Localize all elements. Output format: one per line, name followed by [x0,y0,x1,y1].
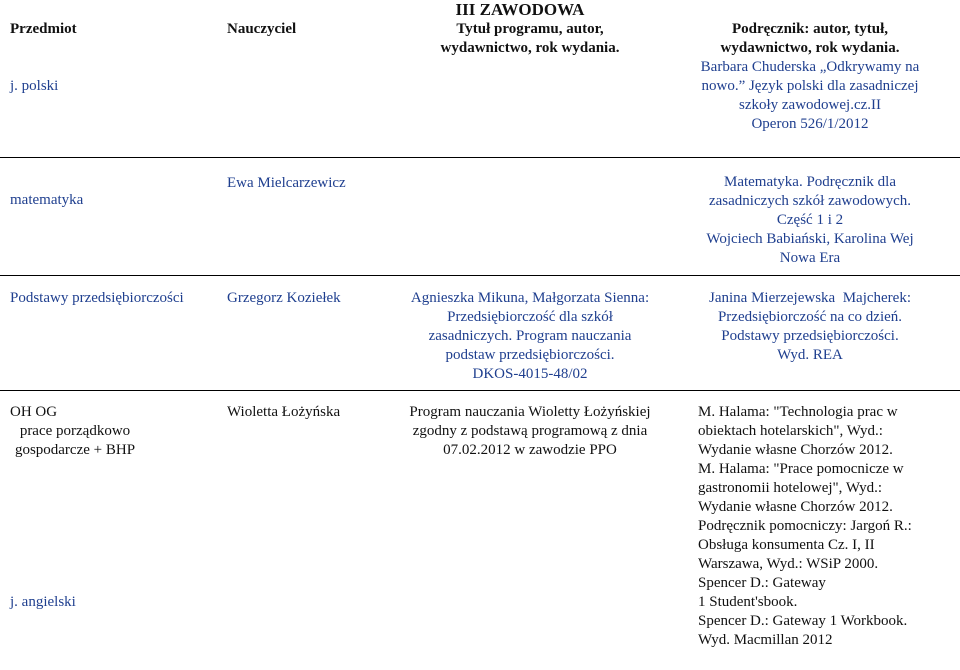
header-subject: Przedmiot [10,21,77,37]
row-4-textbook-line-1: M. Halama: "Technologia prac w [698,404,898,420]
row-3-textbook-line-1: Janina Mierzejewska Majcherek: [709,290,911,306]
row-2-subject: matematyka [10,192,84,208]
row-3-program-line-2: Przedsiębiorczość dla szkół [447,309,613,325]
row-3-program-line-5: DKOS-4015-48/02 [472,366,588,382]
row-3-textbook-line-3: Podstawy przedsiębiorczości. [721,328,899,344]
row-4-subject-line-3: gospodarcze + BHP [14,442,136,458]
row-1-subject: j. polski [10,78,59,94]
row-1-textbook-line-1: Barbara Chuderska „Odkrywamy na [700,59,920,75]
row-5-textbook-line-4: Wyd. Macmillan 2012 [698,632,833,648]
row-1-textbook-line-3: szkoły zawodowej.cz.II [738,97,882,113]
row-4-program-line-2: zgodny z podstawą programową z dnia [412,423,648,439]
row-3-textbook-line-4: Wyd. REA [777,347,843,363]
row-3-textbook-line-2: Przedsiębiorczość na co dzień. [717,309,903,325]
row-4-program-line-1: Program nauczania Wioletty Łożyńskiej [409,404,651,420]
row-2-textbook-line-2: zasadniczych szkół zawodowych. [708,193,911,209]
row-5-textbook-line-3: Spencer D.: Gateway 1 Workbook. [698,613,908,629]
row-4-subject-line-2: prace porządkowo [19,423,131,439]
row-3-program-line-1: Agnieszka Mikuna, Małgorzata Sienna: [410,290,650,306]
row-4-textbook-line-3: Wydanie własne Chorzów 2012. [698,442,893,458]
row-2-textbook-line-5: Nowa Era [779,250,841,266]
row-2-textbook-line-1: Matematyka. Podręcznik dla [723,174,897,190]
row-3-subject: Podstawy przedsiębiorczości [10,290,184,306]
row-1-textbook-line-4: Operon 526/1/2012 [751,116,869,132]
row-divider [0,275,960,276]
row-4-textbook-line-6: Wydanie własne Chorzów 2012. [698,499,893,515]
row-4-textbook-line-4: M. Halama: "Prace pomocnicze w [698,461,904,477]
row-2-textbook-line-4: Wojciech Babiański, Karolina Wej [706,231,914,247]
header-program-line-1: Tytuł programu, autor, [456,21,604,37]
row-5-textbook-line-1: Spencer D.: Gateway [698,575,826,591]
row-2-textbook-line-3: Część 1 i 2 [776,212,844,228]
row-4-textbook-line-2: obiektach hotelarskich", Wyd.: [698,423,883,439]
header-textbook-line-2: wydawnictwo, rok wydania. [720,40,900,56]
row-4-teacher: Wioletta Łożyńska [227,404,341,420]
row-3-program-line-4: podstaw przedsiębiorczości. [445,347,615,363]
page-title: III ZAWODOWA [455,0,585,19]
row-divider [0,390,960,391]
row-5-subject: j. angielski [10,594,76,610]
row-3-program-line-3: zasadniczych. Program nauczania [428,328,632,344]
row-3-teacher: Grzegorz Koziełek [227,290,341,306]
row-4-textbook-line-9: Warszawa, Wyd.: WSiP 2000. [698,556,879,572]
row-4-textbook-line-5: gastronomii hotelowej", Wyd.: [698,480,883,496]
header-textbook-line-1: Podręcznik: autor, tytuł, [731,21,889,37]
row-4-subject-line-1: OH OG [10,404,58,420]
row-5-textbook-line-2: 1 Student'sbook. [698,594,798,610]
header-program-line-2: wydawnictwo, rok wydania. [440,40,620,56]
row-1-textbook-line-2: nowo.” Język polski dla zasadniczej [701,78,919,94]
row-divider [0,157,960,158]
row-4-program-line-3: 07.02.2012 w zawodzie PPO [443,442,617,458]
header-teacher: Nauczyciel [227,21,297,37]
row-4-textbook-line-7: Podręcznik pomocniczy: Jargoń R.: [698,518,912,534]
row-4-textbook-line-8: Obsługa konsumenta Cz. I, II [698,537,875,553]
row-2-teacher: Ewa Mielcarzewicz [227,175,346,191]
